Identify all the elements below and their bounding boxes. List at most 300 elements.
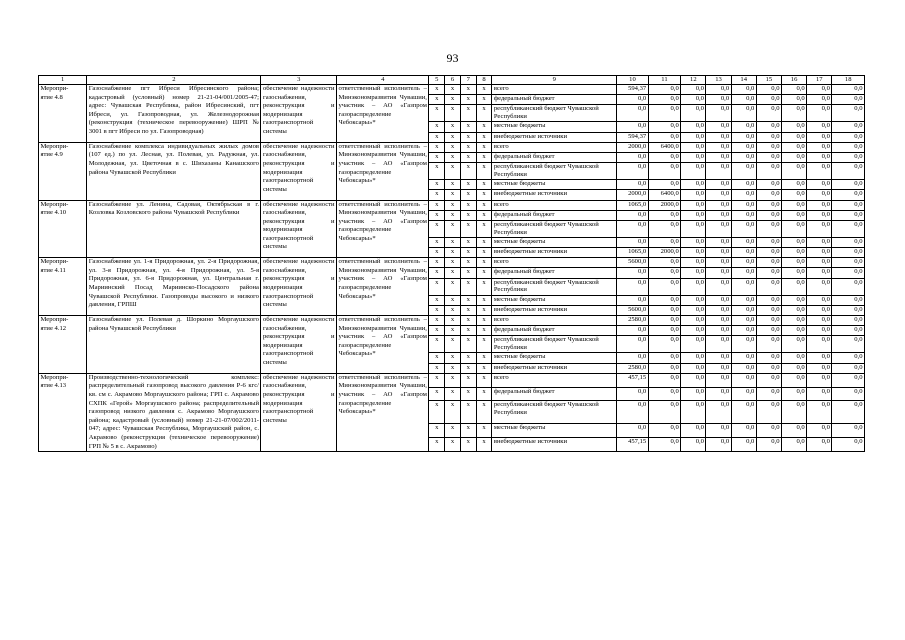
funding-value: 0,0	[807, 248, 832, 258]
measure-id-line: Меропри-	[40, 200, 69, 208]
funding-value: 0,0	[648, 305, 681, 315]
budget-code-cell: x	[476, 336, 492, 353]
column-number-15: 15	[756, 76, 781, 85]
funding-source: федеральный бюджет	[492, 326, 617, 336]
budget-code-cell: x	[460, 248, 476, 258]
budget-code-cell: x	[445, 85, 461, 95]
funding-value: 0,0	[681, 152, 706, 162]
funding-value: 0,0	[832, 210, 865, 220]
column-number-row	[39, 76, 865, 85]
funding-value: 0,0	[648, 85, 681, 95]
funding-value: 0,0	[648, 326, 681, 336]
funding-value: 0,0	[681, 163, 706, 180]
funding-value: 0,0	[832, 326, 865, 336]
funding-value: 0,0	[681, 278, 706, 295]
funding-value: 0,0	[731, 200, 756, 210]
budget-code-cell: x	[445, 268, 461, 278]
funding-value: 0,0	[706, 278, 731, 295]
funding-value: 0,0	[832, 122, 865, 132]
budget-code-cell: x	[445, 401, 461, 424]
funding-value: 0,0	[648, 132, 681, 142]
funding-source: внебюджетные источники	[492, 132, 617, 142]
budget-code-cell: x	[429, 142, 445, 152]
funding-source: федеральный бюджет	[492, 210, 617, 220]
funding-value: 0,0	[617, 152, 648, 162]
funding-value: 0,0	[807, 105, 832, 122]
budget-code-cell: x	[460, 424, 476, 438]
measure-id	[39, 258, 87, 316]
funding-value: 0,0	[617, 163, 648, 180]
funding-value: 0,0	[617, 122, 648, 132]
funding-value: 0,0	[731, 353, 756, 363]
funding-value: 0,0	[756, 152, 781, 162]
funding-value: 0,0	[782, 237, 807, 247]
budget-code-cell: x	[460, 278, 476, 295]
measure-executor: ответственный исполнитель – Минэкономразвития Чувашии, участник – АО «Газпром газораспределение Чебоксары»*	[337, 85, 429, 143]
budget-code-cell: x	[460, 316, 476, 326]
budget-code-cell: x	[445, 190, 461, 200]
budget-code-cell: x	[460, 105, 476, 122]
measure-id	[39, 316, 87, 374]
funding-source: республиканский бюджет Чувашской Республики	[492, 336, 617, 353]
budget-code-cell: x	[476, 248, 492, 258]
funding-value: 2000,0	[648, 248, 681, 258]
funding-value: 5600,0	[617, 305, 648, 315]
funding-value: 0,0	[782, 258, 807, 268]
budget-code-cell: x	[429, 424, 445, 438]
funding-value: 6400,0	[648, 142, 681, 152]
funding-value: 0,0	[782, 401, 807, 424]
funding-value: 0,0	[706, 401, 731, 424]
funding-value: 2580,0	[617, 363, 648, 373]
funding-value: 0,0	[832, 152, 865, 162]
budget-code-cell: x	[460, 142, 476, 152]
funding-value: 0,0	[782, 305, 807, 315]
funding-value: 0,0	[648, 373, 681, 387]
measure-row	[39, 200, 865, 210]
funding-source: федеральный бюджет	[492, 152, 617, 162]
measure-goal: обеспечение надежности газоснабжения, реконструкция и модернизация газотранспортной системы	[261, 258, 337, 316]
budget-code-cell: x	[460, 336, 476, 353]
budget-code-cell: x	[460, 268, 476, 278]
funding-value: 0,0	[706, 258, 731, 268]
budget-code-cell: x	[460, 401, 476, 424]
funding-value: 0,0	[782, 142, 807, 152]
funding-value: 0,0	[756, 424, 781, 438]
funding-value: 0,0	[731, 95, 756, 105]
funding-value: 0,0	[731, 363, 756, 373]
budget-code-cell: x	[429, 326, 445, 336]
funding-value: 0,0	[756, 142, 781, 152]
funding-value: 0,0	[782, 85, 807, 95]
funding-value: 0,0	[648, 438, 681, 452]
funding-value: 0,0	[731, 295, 756, 305]
funding-value: 0,0	[807, 163, 832, 180]
budget-code-cell: x	[476, 401, 492, 424]
budget-code-cell: x	[445, 316, 461, 326]
funding-value: 2000,0	[648, 200, 681, 210]
funding-value: 0,0	[731, 268, 756, 278]
funding-value: 0,0	[807, 336, 832, 353]
funding-value: 0,0	[782, 200, 807, 210]
measure-id	[39, 200, 87, 258]
funding-value: 0,0	[731, 220, 756, 237]
funding-value: 0,0	[756, 401, 781, 424]
column-number-11: 11	[648, 76, 681, 85]
budget-code-cell: x	[445, 163, 461, 180]
funding-value: 0,0	[648, 163, 681, 180]
budget-code-cell: x	[429, 163, 445, 180]
funding-value: 0,0	[782, 210, 807, 220]
budget-code-cell: x	[445, 438, 461, 452]
funding-value: 0,0	[617, 424, 648, 438]
budget-code-cell: x	[445, 152, 461, 162]
measure-id	[39, 373, 87, 451]
funding-value: 0,0	[832, 438, 865, 452]
funding-value: 0,0	[782, 336, 807, 353]
measure-id-line: Меропри-	[40, 142, 69, 150]
funding-value: 0,0	[706, 190, 731, 200]
funding-value: 0,0	[706, 424, 731, 438]
funding-value: 0,0	[756, 295, 781, 305]
funding-value: 0,0	[807, 353, 832, 363]
funding-value: 594,37	[617, 85, 648, 95]
funding-value: 0,0	[731, 248, 756, 258]
funding-value: 0,0	[731, 152, 756, 162]
column-number-1: 1	[39, 76, 87, 85]
funding-value: 0,0	[832, 190, 865, 200]
budget-code-cell: x	[429, 220, 445, 237]
funding-value: 0,0	[832, 424, 865, 438]
funding-value: 0,0	[681, 122, 706, 132]
column-number-7: 7	[460, 76, 476, 85]
funding-value: 0,0	[648, 336, 681, 353]
funding-value: 0,0	[681, 180, 706, 190]
measure-goal: обеспечение надежности газоснабжения, реконструкция и модернизация газотранспортной системы	[261, 142, 337, 200]
column-number-13: 13	[706, 76, 731, 85]
measure-goal: обеспечение надежности газоснабжения, реконструкция и модернизация газотранспортной системы	[261, 373, 337, 451]
column-number-12: 12	[681, 76, 706, 85]
measure-name: Газоснабжение ул. Ленина, Садовая, Октябрьская в г. Козловка Козловского района Чувашской Республики	[87, 200, 261, 258]
column-number-3: 3	[261, 76, 337, 85]
funding-value: 0,0	[617, 278, 648, 295]
funding-value: 0,0	[617, 180, 648, 190]
funding-value: 0,0	[832, 142, 865, 152]
funding-value: 0,0	[681, 401, 706, 424]
measure-id-line: ятие 4.12	[40, 324, 67, 332]
funding-value: 0,0	[681, 438, 706, 452]
funding-value: 0,0	[807, 220, 832, 237]
funding-source: местные бюджеты	[492, 122, 617, 132]
funding-value: 0,0	[617, 105, 648, 122]
column-number-10: 10	[617, 76, 648, 85]
budget-code-cell: x	[460, 305, 476, 315]
funding-value: 0,0	[731, 373, 756, 387]
budget-code-cell: x	[476, 220, 492, 237]
budget-code-cell: x	[476, 132, 492, 142]
funding-value: 0,0	[832, 305, 865, 315]
funding-value: 0,0	[782, 248, 807, 258]
column-number-8: 8	[476, 76, 492, 85]
budget-code-cell: x	[460, 387, 476, 401]
budget-code-cell: x	[476, 387, 492, 401]
measure-name: Газоснабжение комплекса индивидуальных жилых домов (107 ед.) по ул. Лесная, ул. Полевая, ул. Радужная, ул. Молодежная, ул. Цветочная в с. Шихазаны Канашского района Чувашской Республики	[87, 142, 261, 200]
budget-code-cell: x	[429, 200, 445, 210]
budget-code-cell: x	[476, 163, 492, 180]
funding-value: 0,0	[681, 387, 706, 401]
budget-code-cell: x	[445, 95, 461, 105]
budget-code-cell: x	[445, 424, 461, 438]
column-number-16: 16	[782, 76, 807, 85]
funding-value: 0,0	[706, 336, 731, 353]
funding-value: 0,0	[832, 163, 865, 180]
budget-code-cell: x	[429, 95, 445, 105]
funding-value: 0,0	[807, 373, 832, 387]
column-number-14: 14	[731, 76, 756, 85]
column-number-4: 4	[337, 76, 429, 85]
measure-id-line: Меропри-	[40, 373, 69, 381]
funding-value: 6400,0	[648, 190, 681, 200]
measure-id-line: Меропри-	[40, 258, 69, 266]
budget-code-cell: x	[460, 132, 476, 142]
funding-value: 0,0	[706, 95, 731, 105]
funding-value: 0,0	[648, 105, 681, 122]
funding-value: 0,0	[706, 122, 731, 132]
measure-goal: обеспечение надежности газоснабжения, реконструкция и модернизация газотранспортной системы	[261, 316, 337, 374]
funding-value: 0,0	[756, 85, 781, 95]
funding-value: 0,0	[681, 85, 706, 95]
funding-value: 0,0	[706, 210, 731, 220]
funding-value: 0,0	[782, 387, 807, 401]
funding-value: 0,0	[756, 200, 781, 210]
measure-id-line: Меропри-	[40, 316, 69, 323]
budget-code-cell: x	[445, 237, 461, 247]
funding-value: 0,0	[807, 316, 832, 326]
funding-source: всего	[492, 373, 617, 387]
funding-value: 0,0	[782, 326, 807, 336]
funding-value: 0,0	[648, 122, 681, 132]
funding-value: 0,0	[832, 132, 865, 142]
funding-value: 0,0	[681, 237, 706, 247]
funding-value: 0,0	[648, 387, 681, 401]
funding-value: 0,0	[681, 200, 706, 210]
funding-value: 0,0	[681, 268, 706, 278]
funding-value: 0,0	[731, 258, 756, 268]
budget-code-cell: x	[445, 258, 461, 268]
budget-code-cell: x	[429, 122, 445, 132]
budget-code-cell: x	[445, 278, 461, 295]
budget-code-cell: x	[476, 190, 492, 200]
funding-value: 0,0	[681, 305, 706, 315]
funding-value: 0,0	[832, 200, 865, 210]
funding-value: 0,0	[807, 387, 832, 401]
budget-code-cell: x	[476, 122, 492, 132]
funding-value: 1065,0	[617, 200, 648, 210]
budget-code-cell: x	[476, 305, 492, 315]
funding-source: федеральный бюджет	[492, 268, 617, 278]
funding-value: 0,0	[807, 305, 832, 315]
column-number-18: 18	[832, 76, 865, 85]
budget-code-cell: x	[476, 237, 492, 247]
funding-value: 0,0	[756, 326, 781, 336]
funding-value: 0,0	[706, 353, 731, 363]
budget-code-cell: x	[429, 237, 445, 247]
funding-value: 0,0	[681, 132, 706, 142]
budget-code-cell: x	[476, 373, 492, 387]
measure-executor: ответственный исполнитель – Минэкономразвития Чувашии, участник – АО «Газпром газораспределение Чебоксары»*	[337, 200, 429, 258]
funding-value: 0,0	[681, 190, 706, 200]
funding-value: 0,0	[648, 316, 681, 326]
funding-value: 0,0	[756, 210, 781, 220]
budget-code-cell: x	[429, 258, 445, 268]
budget-code-cell: x	[476, 268, 492, 278]
funding-source: внебюджетные источники	[492, 190, 617, 200]
funding-value: 0,0	[807, 424, 832, 438]
budget-code-cell: x	[476, 180, 492, 190]
funding-value: 0,0	[706, 163, 731, 180]
budget-code-cell: x	[429, 353, 445, 363]
funding-value: 0,0	[756, 95, 781, 105]
funding-value: 0,0	[648, 401, 681, 424]
funding-value: 0,0	[807, 401, 832, 424]
funding-value: 0,0	[782, 190, 807, 200]
funding-value: 594,37	[617, 132, 648, 142]
funding-source: внебюджетные источники	[492, 438, 617, 452]
funding-value: 0,0	[731, 122, 756, 132]
funding-value: 0,0	[681, 95, 706, 105]
funding-value: 0,0	[731, 180, 756, 190]
column-number-17: 17	[807, 76, 832, 85]
funding-value: 0,0	[782, 363, 807, 373]
funding-value: 0,0	[832, 336, 865, 353]
measure-executor: ответственный исполнитель – Минэкономразвития Чувашии, участник – АО «Газпром газораспределение Чебоксары»*	[337, 258, 429, 316]
funding-value: 0,0	[807, 268, 832, 278]
funding-value: 0,0	[832, 180, 865, 190]
funding-value: 0,0	[807, 95, 832, 105]
funding-value: 0,0	[782, 424, 807, 438]
funding-source: всего	[492, 316, 617, 326]
funding-source: всего	[492, 200, 617, 210]
funding-value: 0,0	[807, 190, 832, 200]
funding-value: 0,0	[782, 316, 807, 326]
budget-code-cell: x	[429, 105, 445, 122]
funding-value: 0,0	[706, 316, 731, 326]
budget-code-cell: x	[445, 373, 461, 387]
budget-code-cell: x	[460, 373, 476, 387]
budget-code-cell: x	[460, 152, 476, 162]
budget-code-cell: x	[429, 210, 445, 220]
funding-value: 0,0	[731, 424, 756, 438]
budget-code-cell: x	[429, 316, 445, 326]
budget-code-cell: x	[460, 438, 476, 452]
funding-value: 0,0	[617, 401, 648, 424]
funding-value: 0,0	[731, 142, 756, 152]
funding-value: 457,15	[617, 373, 648, 387]
budget-code-cell: x	[476, 278, 492, 295]
budget-code-cell: x	[460, 95, 476, 105]
budget-code-cell: x	[445, 363, 461, 373]
funding-value: 0,0	[807, 132, 832, 142]
funding-value: 0,0	[756, 190, 781, 200]
funding-value: 0,0	[617, 336, 648, 353]
funding-source: внебюджетные источники	[492, 305, 617, 315]
funding-value: 0,0	[756, 237, 781, 247]
funding-value: 0,0	[832, 268, 865, 278]
measure-id	[39, 142, 87, 200]
funding-value: 0,0	[782, 105, 807, 122]
budget-code-cell: x	[460, 122, 476, 132]
budget-code-cell: x	[445, 200, 461, 210]
funding-source: всего	[492, 142, 617, 152]
funding-value: 0,0	[731, 438, 756, 452]
funding-source: внебюджетные источники	[492, 363, 617, 373]
funding-source: республиканский бюджет Чувашской Республики	[492, 278, 617, 295]
budget-code-cell: x	[445, 105, 461, 122]
funding-value: 0,0	[681, 105, 706, 122]
funding-value: 0,0	[731, 85, 756, 95]
budget-code-cell: x	[429, 152, 445, 162]
funding-value: 457,15	[617, 438, 648, 452]
measure-id-line: ятие 4.9	[40, 151, 63, 159]
funding-value: 0,0	[681, 316, 706, 326]
funding-value: 0,0	[756, 248, 781, 258]
funding-value: 0,0	[832, 258, 865, 268]
measure-row	[39, 316, 865, 326]
funding-value: 0,0	[756, 163, 781, 180]
budget-code-cell: x	[460, 190, 476, 200]
funding-source: местные бюджеты	[492, 353, 617, 363]
funding-value: 0,0	[648, 258, 681, 268]
budget-code-cell: x	[429, 387, 445, 401]
budget-code-cell: x	[476, 363, 492, 373]
funding-value: 0,0	[681, 326, 706, 336]
funding-value: 0,0	[648, 424, 681, 438]
funding-source: республиканский бюджет Чувашской Республики	[492, 220, 617, 237]
funding-value: 0,0	[648, 220, 681, 237]
budget-code-cell: x	[476, 438, 492, 452]
budget-code-cell: x	[445, 305, 461, 315]
funding-value: 2000,0	[617, 190, 648, 200]
funding-value: 0,0	[681, 295, 706, 305]
budget-code-cell: x	[460, 326, 476, 336]
funding-value: 0,0	[706, 220, 731, 237]
measure-row	[39, 258, 865, 268]
funding-value: 0,0	[731, 237, 756, 247]
measure-id-line: Меропри-	[40, 85, 69, 92]
funding-value: 0,0	[756, 268, 781, 278]
funding-value: 0,0	[706, 326, 731, 336]
funding-value: 0,0	[807, 278, 832, 295]
funding-value: 0,0	[648, 95, 681, 105]
funding-value: 0,0	[832, 316, 865, 326]
funding-source: местные бюджеты	[492, 424, 617, 438]
measure-executor: ответственный исполнитель – Минэкономразвития Чувашии, участник – АО «Газпром газораспределение Чебоксары»*	[337, 373, 429, 451]
funding-value: 0,0	[756, 122, 781, 132]
funding-value: 0,0	[782, 180, 807, 190]
funding-value: 0,0	[782, 152, 807, 162]
funding-value: 0,0	[756, 316, 781, 326]
funding-value: 0,0	[706, 85, 731, 95]
budget-code-cell: x	[460, 210, 476, 220]
funding-value: 0,0	[681, 336, 706, 353]
funding-value: 0,0	[681, 363, 706, 373]
funding-value: 0,0	[706, 132, 731, 142]
budget-code-cell: x	[429, 295, 445, 305]
measure-id-line: ятие 4.8	[40, 93, 63, 101]
funding-value: 0,0	[756, 387, 781, 401]
budget-code-cell: x	[445, 248, 461, 258]
funding-value: 0,0	[756, 105, 781, 122]
